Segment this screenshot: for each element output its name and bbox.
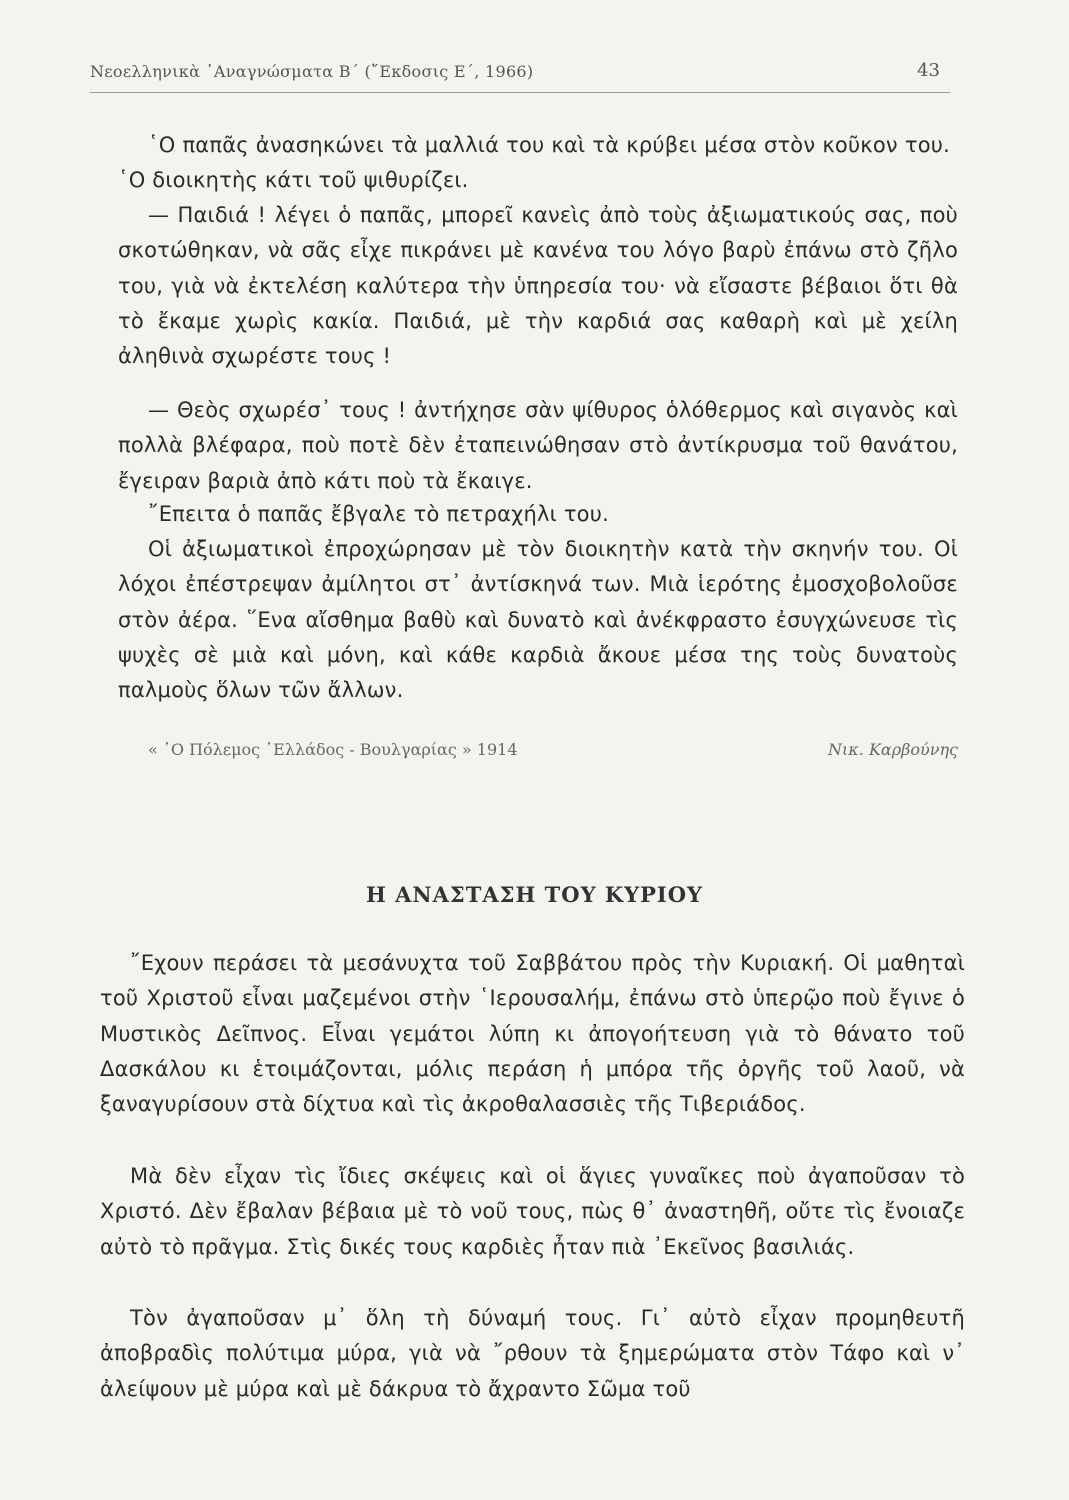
header-title: Νεοελληνικὰ ᾿Αναγνώσματα Β΄ (῎Εκδοσις Ε΄, 1966) — [90, 62, 534, 81]
story-paragraph: — Παιδιά ! λέγει ὁ παπᾶς, μπορεῖ κανεὶς ἀπὸ τοὺς ἀξιωματικούς σας, ποὺ σκοτώθηκαν, νὰ σᾶς εἶχε πικράνει μὲ κανένα του λόγο βαρὺ ἐπάνω στὸ ζῆλο του, γιὰ νὰ ἐκτελέση καλύτερα τὴν ὑπηρεσία του· νὰ εἴσαστε βέβαιοι ὅτι θὰ τὸ ἔκαμε χωρὶς κακία. Παιδιά, μὲ τὴν καρδιά σας καθαρὴ καὶ μὲ χείλη ἀληθινὰ σχωρέστε τους ! — [118, 203, 958, 369]
running-header — [90, 60, 950, 93]
author-name: Νικ. Καρβούνης — [828, 740, 958, 759]
section-paragraph: ῎Εχουν περάσει τὰ μεσάνυχτα τοῦ Σαββάτου πρὸς τὴν Κυριακή. Οἱ μαθηταὶ τοῦ Χριστοῦ εἶναι μαζεμένοι στὴν ῾Ιερουσαλήμ, ἐπάνω στὸ ὑπερῷο ποὺ ἔγινε ὁ Μυστικὸς Δεῖπνος. Εἶναι γεμάτοι λύπη κι ἀπογοήτευση γιὰ τὸ θάνατο τοῦ Δασκάλου κι ἑτοιμάζονται, μόλις περάση ἡ μπόρα τῆς ὀργῆς τοῦ λαοῦ, νὰ ξαναγυρίσουν στὰ δίχτυα καὶ τὶς ἀκροθαλασσιὲς τῆς Τιβεριάδος. — [100, 951, 965, 1117]
section-paragraph: Τὸν ἀγαποῦσαν μ᾿ ὅλη τὴ δύναμή τους. Γι᾿ αὐτὸ εἶχαν προμηθευτῆ ἀποβραδὶς πολύτιμα μύρα, γιὰ νὰ ῎ρθουν τὰ ξημερώματα στὸν Τάφο καὶ ν᾿ ἀλείψουν μὲ μύρα καὶ μὲ δάκρυα τὸ ἄχραντο Σῶμα τοῦ — [100, 1306, 965, 1401]
story-paragraph: ῎Επειτα ὁ παπᾶς ἔβγαλε τὸ πετραχήλι του. — [148, 502, 609, 526]
citation — [118, 740, 958, 770]
story-paragraph: — Θεὸς σχωρέσ᾿ τους ! ἀντήχησε σὰν ψίθυρος ὁλόθερμος καὶ σιγανὸς καὶ πολλὰ βλέφαρα, ποὺ ποτὲ δὲν ἐταπεινώθησαν στὸ ἀντίκρυσμα τοῦ θανάτου, ἔγειραν βαριὰ ἀπὸ κάτι ποὺ τὰ ἔκαιγε. — [118, 398, 958, 493]
story-paragraph: Οἱ ἀξιωματικοὶ ἐπροχώρησαν μὲ τὸν διοικητὴν κατὰ τὴν σκηνήν του. Οἱ λόχοι ἐπέστρεψαν ἀμίλητοι στ᾿ ἀντίσκηνά των. Μιὰ ἱερότης ἐμοσχοβολοῦσε στὸν ἀέρα. ῞Ενα αἴσθημα βαθὺ καὶ δυνατὸ καὶ ἀνέκφραστο ἐσυγχώνευσε τὶς ψυχὲς σὲ μιὰ καὶ μόνη, καὶ κάθε καρδιὰ ἄκουε μέσα της τοὺς δυνατοὺς παλμοὺς ὅλων τῶν ἄλλων. — [118, 537, 958, 703]
section-title: Η ΑΝΑΣΤΑΣΗ ΤΟΥ ΚΥΡΙΟΥ — [365, 882, 704, 907]
story-paragraph: ῾Ο παπᾶς ἀνασηκώνει τὰ μαλλιά του καὶ τὰ κρύβει μέσα στὸν κοῦκον του. ῾Ο διοικητὴς κάτι τοῦ ψιθυρίζει. — [118, 133, 950, 193]
source-reference: « ῾Ο Πόλεμος ῾Ελλάδος - Βουλγαρίας » 1914 — [148, 740, 518, 759]
page-number: 43 — [917, 60, 940, 81]
section-paragraph: Μὰ δὲν εἶχαν τὶς ἴδιες σκέψεις καὶ οἱ ἅγιες γυναῖκες ποὺ ἀγαποῦσαν τὸ Χριστό. Δὲν ἔβαλαν βέβαια μὲ τὸ νοῦ τους, πὼς θ᾿ ἀναστηθῆ, οὔτε τὶς ἔνοιαζε αὐτὸ τὸ πρᾶγμα. Στὶς δικές τους καρδιὲς ἦταν πιὰ ᾿Εκεῖνος βασιλιάς. — [100, 1164, 965, 1259]
